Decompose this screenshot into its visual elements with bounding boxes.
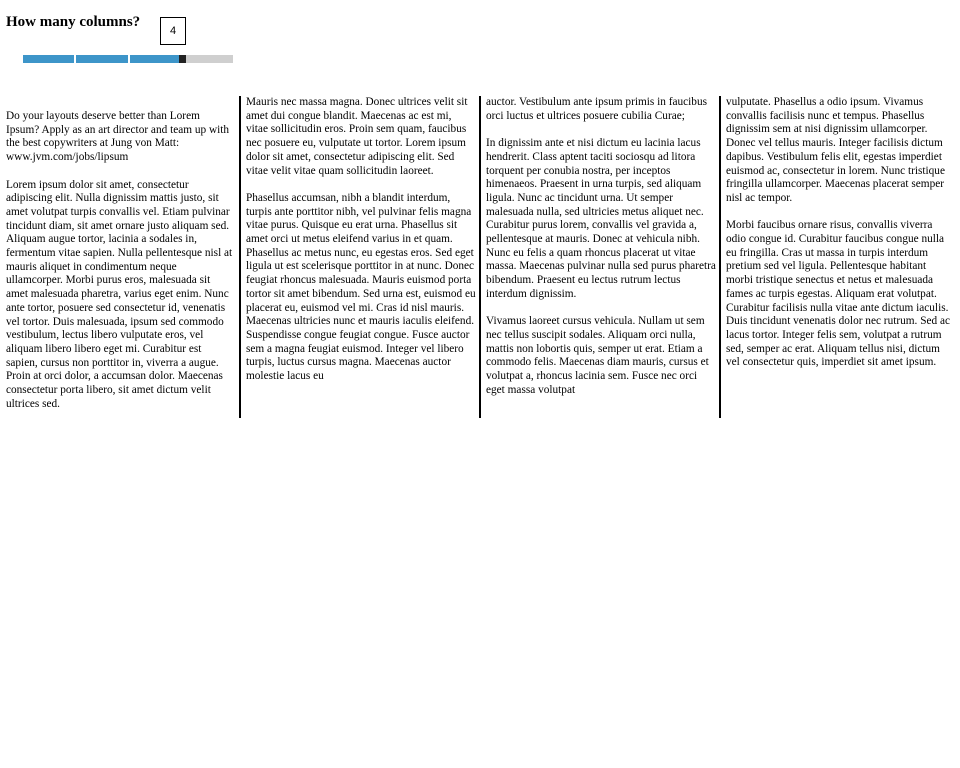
article-columns [0,96,960,418]
article-column-4 [726,96,954,418]
column-count-input[interactable]: 4 [160,17,186,45]
paragraph: Mauris nec massa magna. Donec ultrices velit sit amet dui congue blandit. Maecenas ac est mi, vitae sollicitudin eros. Proin sem quam, faucibus nec posuere eu, vulputate ut tortor. Lorem ipsum dolor sit amet, consectetur adipiscing elit. Sed vitae velit vitae quam sollicitudin laoreet. [246,96,468,177]
slider-fill [23,55,181,63]
column-divider [479,96,481,418]
paragraph: In dignissim ante et nisi dictum eu lacinia lacus hendrerit. Class aptent taciti sociosqu ad litora torquent per conubia nostra, per inceptos himenaeos. Praesent in urna turpis, sed aliquam ligula. Nunc ac tincidunt urna. Ut semper malesuada nulla, sed ultricies metus aliquet nec. Curabitur purus lorem, convallis vel gravida a, pellentesque at mauris. Donec at vehicula nibh. Nunc eu felis a quam rhoncus placerat ut vitae massa. Maecenas pulvinar nulla sed purus pharetra bibendum. Praesent eu lectus rutrum lectus interdum dignissim. [486,137,716,300]
paragraph: Vivamus laoreet cursus vehicula. Nullam ut sem nec tellus suscipit sodales. Aliquam orci nulla, mattis non lobortis quis, semper ut erat. Etiam a commodo felis. Maecenas diam mauris, cursus et volutpat a, rhoncus lacinia sem. Fusce nec orci eget massa volutpat [486,315,709,396]
article-column-2 [246,96,476,418]
paragraph: auctor. Vestibulum ante ipsum primis in faucibus orci luctus et ultrices posuere cubilia Curae; [486,96,707,122]
paragraph: Lorem ipsum dolor sit amet, consectetur adipiscing elit. Nulla dignissim mattis justo, sit amet volutpat turpis convallis vel. Etiam pulvinar tincidunt diam, sit amet ornare justo aliquam sed. Aliquam augue tortor, lacinia a sodales in, fermentum vitae sapien. Nulla pellentesque nisl at mauris aliquet in condimentum neque ullamcorper. Morbi purus eros, malesuada sit amet malesuada pharetra, varius eget enim. Nunc ante tortor, posuere sed consectetur id, venenatis vel tortor. Duis malesuada, ipsum sed commodo vestibulum, lectus libero vulputate eros, vel aliquam libero libero eget mi. Curabitur est sapien, cursus non porttitor in, viverra a augue. Proin at orci dolor, a accumsan dolor. Maecenas consectetur porta libero, sit amet dictum velit ultrices sed. [6,178,233,410]
column-count-slider[interactable] [23,55,233,63]
page-title: How many columns? [6,14,141,30]
column-divider [719,96,721,418]
slider-segment [23,55,76,63]
article-column-3 [486,96,716,418]
paragraph: Do your layouts deserve better than Lorem Ipsum? Apply as an art director and team up with the best copywriters at Jung von Matt: www.jvm.com/jobs/lipsum [6,110,230,164]
slider-handle[interactable] [179,55,186,63]
paragraph: Morbi faucibus ornare risus, convallis viverra odio congue id. Curabitur faucibus congue nulla eu fringilla. Cras ut massa in turpis interdum pretium sed vel ligula. Pellentesque habitant morbi tristique senectus et netus et malesuada fames ac turpis egestas. Aliquam erat volutpat. Curabitur facilisis nulla vitae ante dictum iaculis. Duis tincidunt venenatis dolor nec rutrum. Sed ac lacus tortor. Integer felis sem, volutpat a rutrum sed, semper ac erat. Aliquam tellus nisi, dictum vel consectetur quis, imperdiet sit amet ipsum. [726,219,951,369]
slider-segment [130,55,181,63]
paragraph: Phasellus accumsan, nibh a blandit interdum, turpis ante porttitor nibh, vel pulvinar felis magna vitae purus. Quisque eu erat urna. Phasellus sit amet orci ut metus eleifend varius in et quam. Phasellus ac metus nunc, eu egestas eros. Sed eget ligula ut est scelerisque porttitor in at nunc. Donec feugiat rhoncus malesuada. Mauris euismod porta tortor sit amet bibendum. Sed urna est, euismod eu placerat eu, euismod vel mi. Cras id nisl mauris. Maecenas ultricies nunc et mauris iaculis eleifend. Suspendisse congue feugiat congue. Fusce auctor sem a magna feugiat euismod. Integer vel libero turpis, luctus cursus magna. Maecenas auctor molestie lacus eu [246,191,476,383]
article-column-1 [6,96,234,418]
slider-segment [76,55,129,63]
column-divider [239,96,241,418]
paragraph: vulputate. Phasellus a odio ipsum. Vivamus convallis facilisis nunc et tempus. Phasellus dignissim sem at nisi dignissim ullamcorper. Donec vel tellus mauris. Integer facilisis dictum dapibus. Vestibulum felis elit, egestas imperdiet euismod ac, consectetur in lorem. Nunc tristique fringilla ullamcorper. Maecenas placerat semper nisl ac tempor. [726,96,945,204]
